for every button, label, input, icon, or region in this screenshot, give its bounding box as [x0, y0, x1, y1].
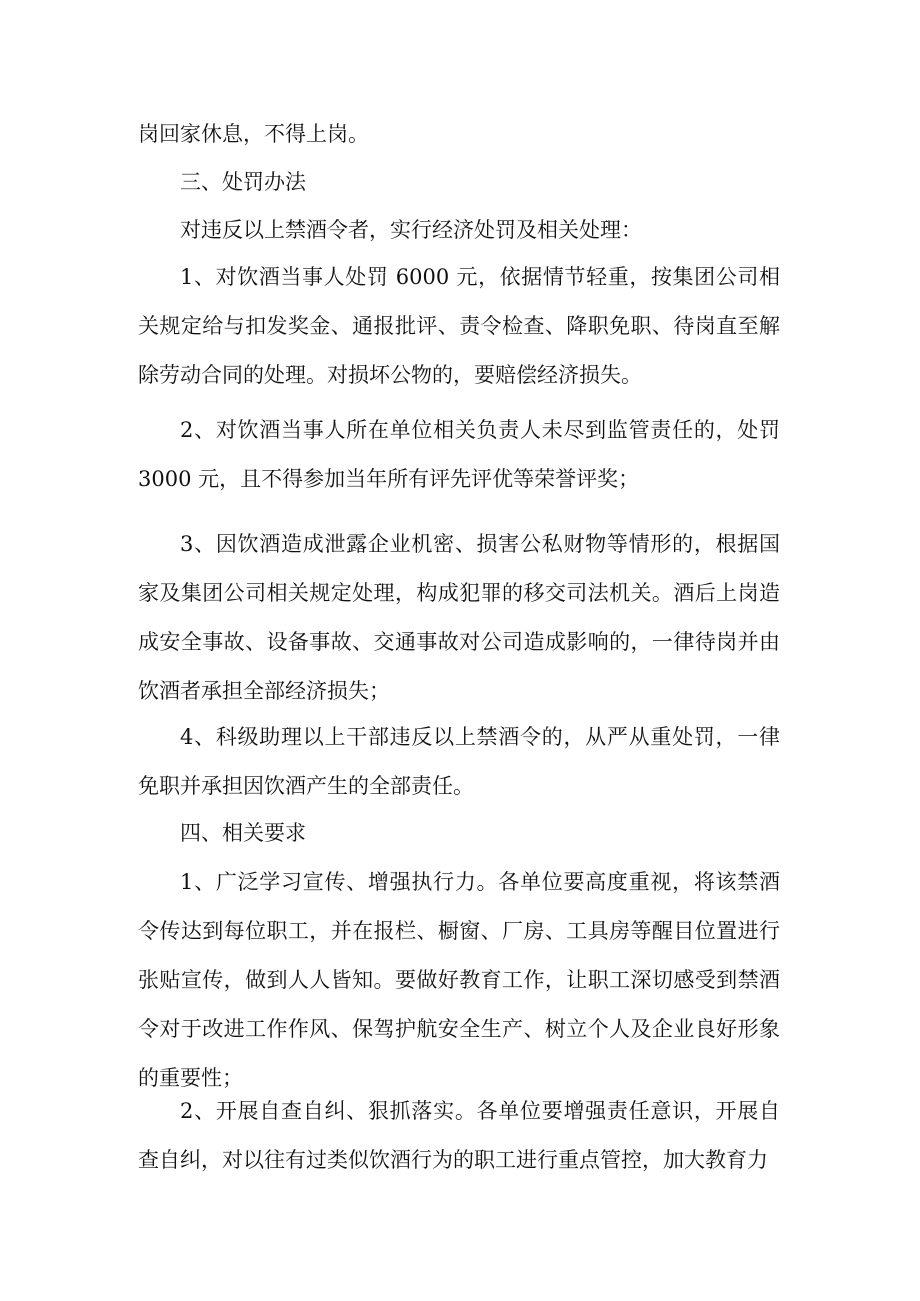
paragraph-penalty-2: 2、对饮酒当事人所在单位相关负责人未尽到监管责任的，处罚 3000 元，且不得参加当年所有评先评优等荣誉评奖；	[138, 418, 780, 491]
paragraph-continuation: 岗回家休息，不得上岗。	[138, 122, 369, 146]
paragraph-requirement-2: 2、开展自查自纠、狠抓落实。各单位要增强责任意识，开展自查自纠，对以往有过类似饮酒行为的职工进行重点管控，加大教育力	[138, 1099, 780, 1172]
paragraph-requirement-1: 1、广泛学习宣传、增强执行力。各单位要高度重视，将该禁酒令传达到每位职工，并在报栏、橱窗、厂房、工具房等醒目位置进行张贴宣传，做到人人皆知。要做好教育工作，让职工深切感受到禁酒令对于改进工作作风、保驾护航安全生产、树立个人及企业良好形象的重要性；	[138, 870, 780, 1090]
paragraph-penalties-intro: 对违反以上禁酒令者，实行经济处罚及相关处理：	[180, 218, 642, 242]
section-heading-penalties: 三、处罚办法	[180, 170, 306, 194]
paragraph-penalty-3: 3、因饮酒造成泄露企业机密、损害公私财物等情形的，根据国家及集团公司相关规定处理，构成犯罪的移交司法机关。酒后上岗造成安全事故、设备事故、交通事故对公司造成影响的，一律待岗并由饮酒者承担全部经济损失；	[138, 532, 780, 703]
paragraph-penalty-4: 4、科级助理以上干部违反以上禁酒令的，从严从重处罚，一律免职并承担因饮酒产生的全部责任。	[138, 725, 780, 798]
paragraph-penalty-1: 1、对饮酒当事人处罚 6000 元，依据情节轻重，按集团公司相关规定给与扣发奖金、通报批评、责令检查、降职免职、待岗直至解除劳动合同的处理。对损坏公物的，要赔偿经济损失。	[138, 265, 780, 387]
section-heading-requirements: 四、相关要求	[180, 821, 306, 845]
